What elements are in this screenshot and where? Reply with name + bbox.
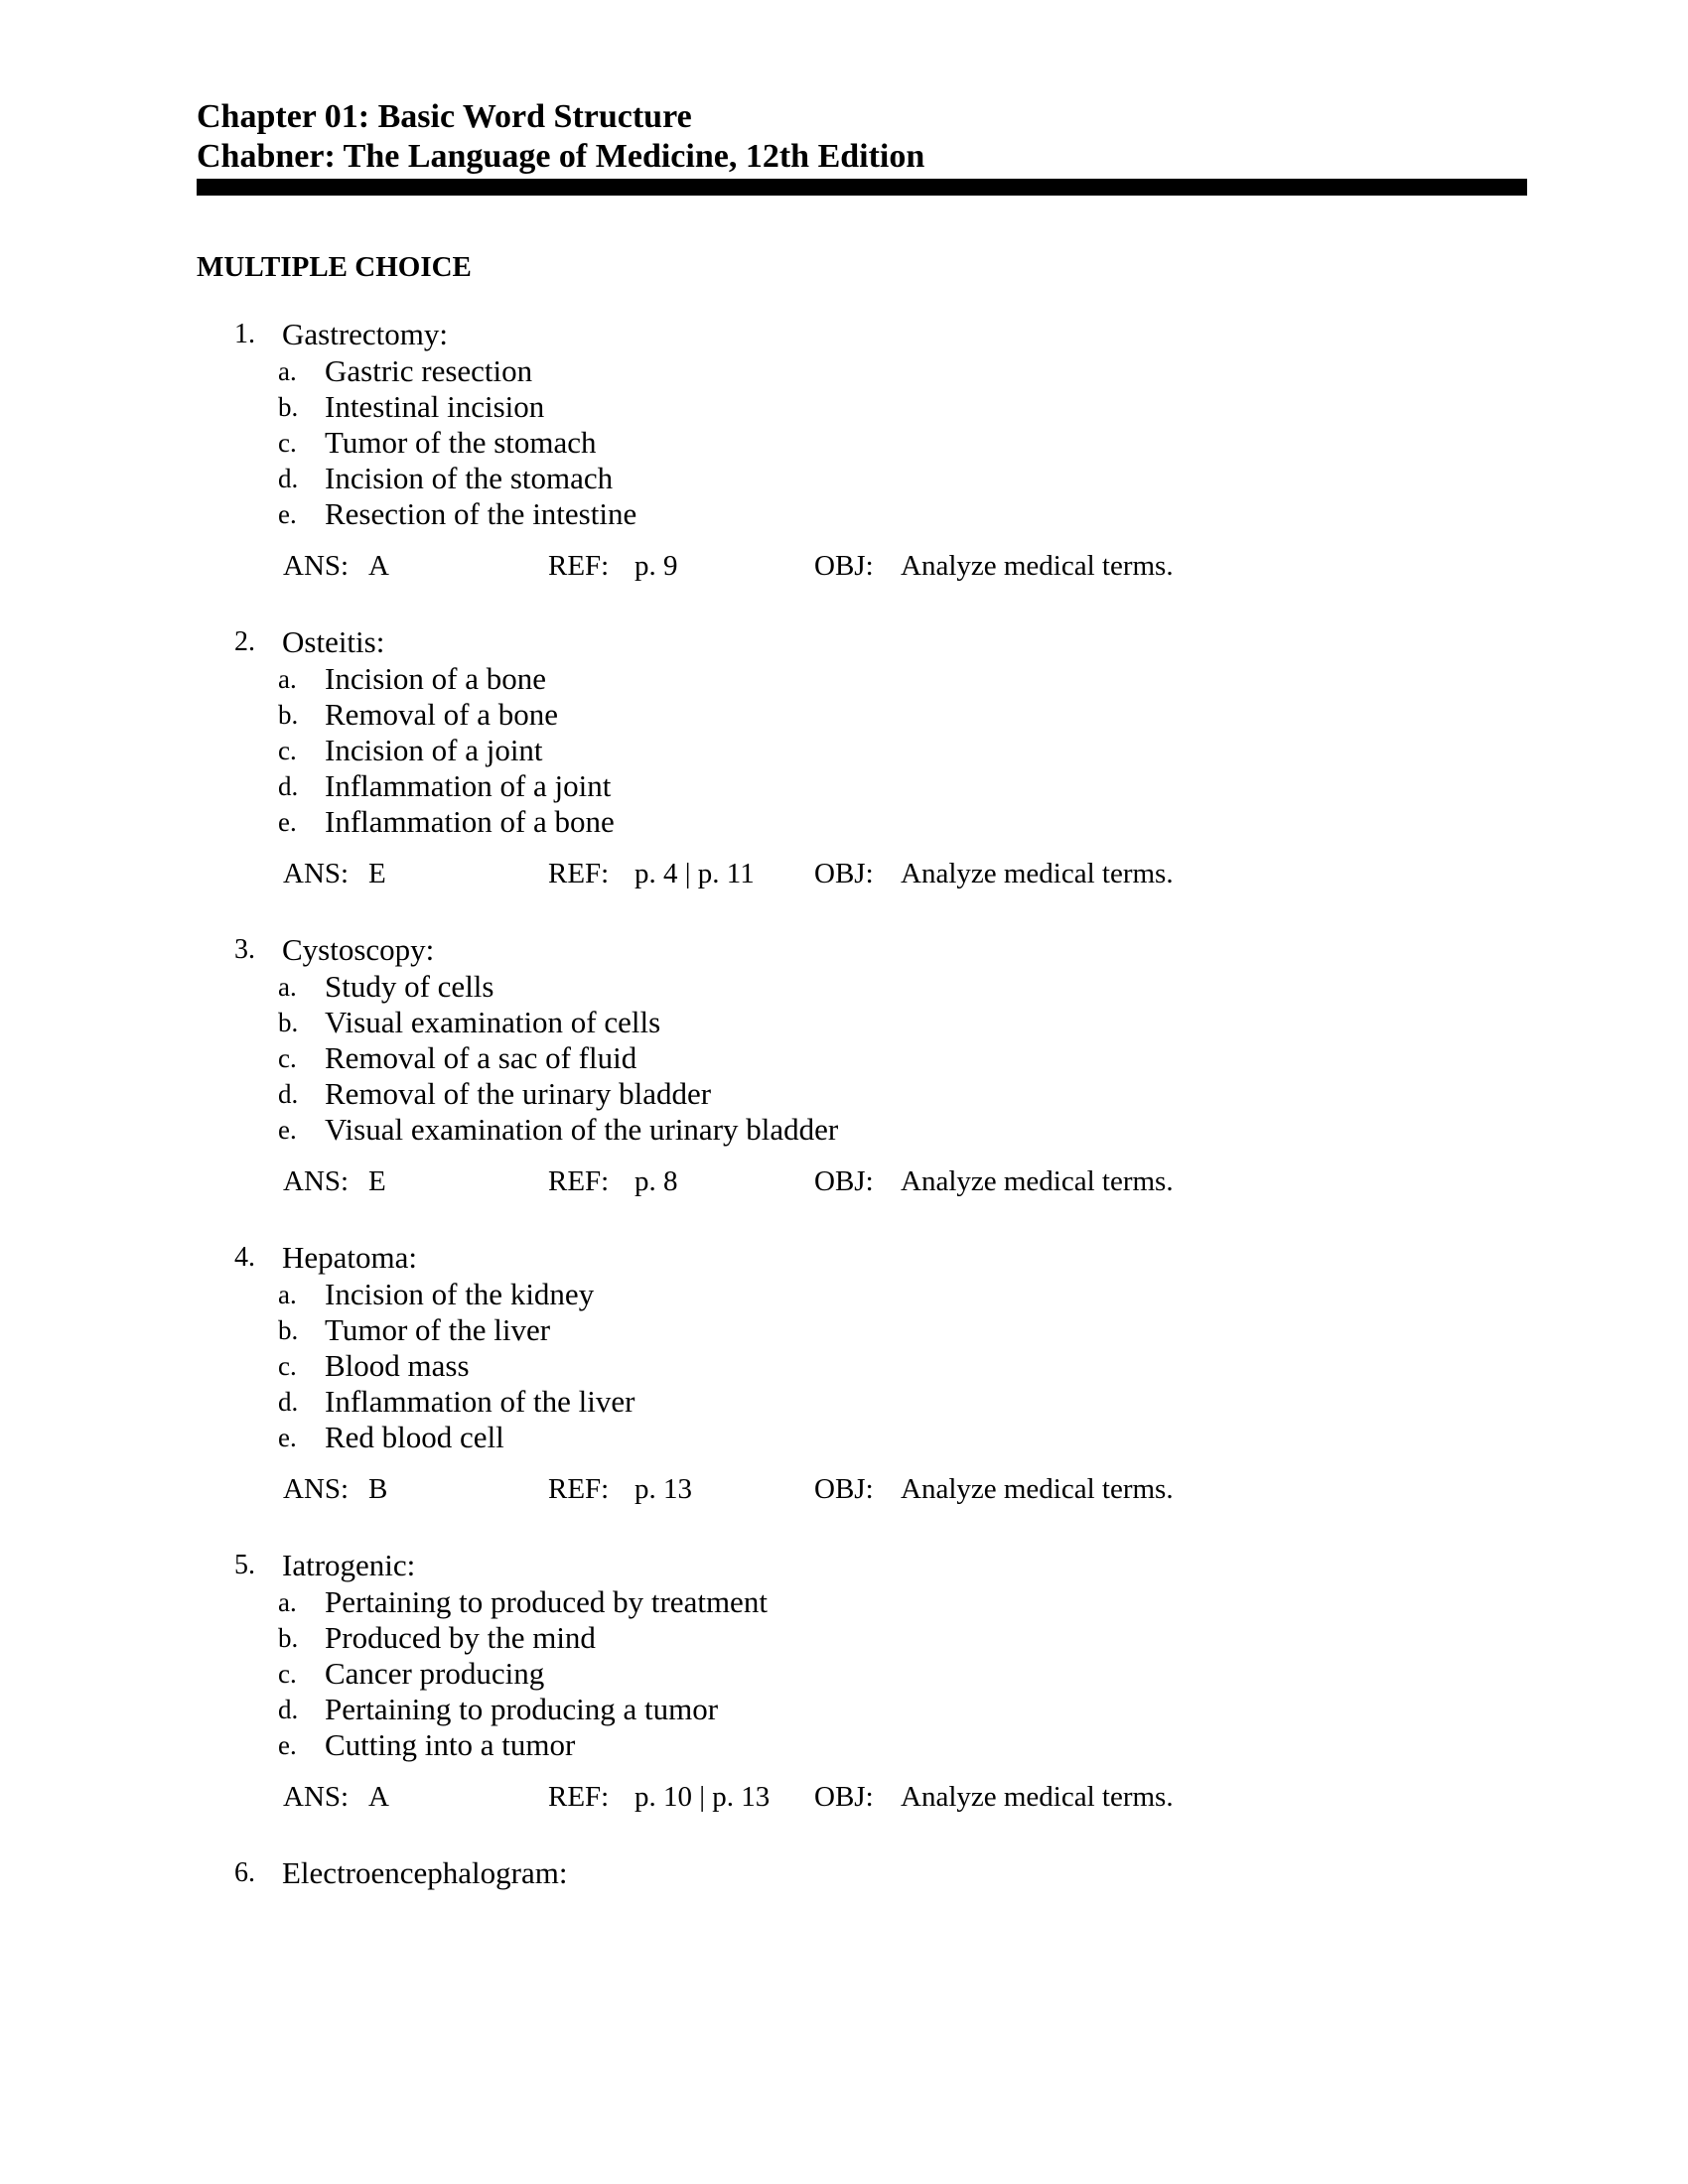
answer-choice [0, 1727, 1688, 1763]
answer-choice [0, 1656, 1688, 1692]
answer-choice [0, 1277, 1688, 1312]
page-reference: p. 4 | p. 11 [634, 858, 755, 889]
ref-label: REF: [548, 550, 610, 582]
question-item [0, 931, 1688, 1239]
header-divider [197, 179, 1527, 196]
answer-key: A [368, 550, 389, 582]
question-term: Iatrogenic: [282, 1548, 416, 1582]
choice-text: Incision of a joint [325, 733, 543, 767]
question-item [0, 1239, 1688, 1547]
question-item [0, 316, 1688, 623]
answer-choice [0, 804, 1688, 840]
choice-list [0, 353, 1688, 532]
answer-choice [0, 1076, 1688, 1112]
question-item [0, 1547, 1688, 1854]
answer-metadata [0, 1471, 1688, 1507]
choice-letter: c. [278, 1043, 297, 1073]
choice-list [0, 969, 1688, 1148]
choice-letter: c. [278, 428, 297, 458]
choice-list [0, 1584, 1688, 1763]
chapter-title: Chapter 01: Basic Word Structure [197, 98, 692, 135]
answer-choice [0, 733, 1688, 768]
choice-letter: c. [278, 1351, 297, 1381]
choice-letter: d. [278, 1387, 299, 1417]
answer-choice [0, 496, 1688, 532]
answer-choice [0, 1112, 1688, 1148]
answer-choice [0, 1620, 1688, 1656]
ref-label: REF: [548, 858, 610, 889]
choice-text: Tumor of the liver [325, 1312, 551, 1347]
question-stem [0, 1854, 1688, 1892]
choice-letter: c. [278, 1659, 297, 1689]
ref-label: REF: [548, 1781, 610, 1813]
choice-text: Pertaining to producing a tumor [325, 1692, 719, 1726]
answer-choice [0, 1584, 1688, 1620]
question-term: Cystoscopy: [282, 932, 435, 967]
answer-choice [0, 1348, 1688, 1384]
page-reference: p. 8 [634, 1165, 678, 1197]
choice-text: Inflammation of a joint [325, 768, 612, 803]
choice-text: Inflammation of a bone [325, 804, 615, 839]
choice-text: Blood mass [325, 1348, 470, 1383]
choice-letter: d. [278, 1079, 299, 1109]
choice-letter: a. [278, 664, 297, 694]
choice-text: Produced by the mind [325, 1620, 596, 1655]
choice-letter: a. [278, 972, 297, 1002]
choice-list [0, 1277, 1688, 1455]
objective-text: Analyze medical terms. [901, 1781, 1174, 1813]
question-term: Electroencephalogram: [282, 1855, 568, 1890]
choice-text: Incision of the kidney [325, 1277, 595, 1311]
choice-letter: e. [278, 807, 297, 837]
choice-text: Pertaining to produced by treatment [325, 1584, 768, 1619]
answer-choice [0, 661, 1688, 697]
choice-letter: b. [278, 1008, 299, 1037]
choice-letter: b. [278, 1623, 299, 1653]
choice-letter: a. [278, 356, 297, 386]
question-term: Osteitis: [282, 624, 385, 659]
question-number: 6. [234, 1857, 255, 1888]
question-number: 2. [234, 626, 255, 657]
choice-text: Incision of a bone [325, 661, 546, 696]
answer-metadata [0, 1163, 1688, 1199]
answer-choice [0, 1005, 1688, 1040]
choice-letter: b. [278, 392, 299, 422]
answer-metadata [0, 856, 1688, 891]
question-stem [0, 316, 1688, 353]
choice-letter: e. [278, 499, 297, 529]
question-number: 4. [234, 1242, 255, 1273]
choice-text: Incision of the stomach [325, 461, 614, 495]
objective-text: Analyze medical terms. [901, 1165, 1174, 1197]
answer-key: A [368, 1781, 389, 1813]
answer-choice [0, 768, 1688, 804]
ans-label: ANS: [283, 1781, 350, 1813]
ans-label: ANS: [283, 1165, 350, 1197]
choice-text: Inflammation of the liver [325, 1384, 635, 1419]
answer-choice [0, 969, 1688, 1005]
question-item [0, 1854, 1688, 2162]
choice-text: Cutting into a tumor [325, 1727, 576, 1762]
choice-letter: e. [278, 1423, 297, 1452]
question-stem [0, 623, 1688, 661]
choice-letter: b. [278, 700, 299, 730]
answer-choice [0, 1040, 1688, 1076]
answer-choice [0, 389, 1688, 425]
objective-text: Analyze medical terms. [901, 1473, 1174, 1505]
ans-label: ANS: [283, 550, 350, 582]
answer-choice [0, 425, 1688, 461]
obj-label: OBJ: [814, 1165, 874, 1197]
choice-letter: b. [278, 1315, 299, 1345]
choice-text: Visual examination of the urinary bladder [325, 1112, 839, 1147]
answer-choice [0, 1420, 1688, 1455]
answer-choice [0, 1384, 1688, 1420]
choice-text: Removal of a bone [325, 697, 559, 732]
answer-choice [0, 353, 1688, 389]
obj-label: OBJ: [814, 858, 874, 889]
question-stem [0, 1547, 1688, 1584]
page-reference: p. 13 [634, 1473, 692, 1505]
choice-text: Study of cells [325, 969, 494, 1004]
answer-choice [0, 461, 1688, 496]
ans-label: ANS: [283, 1473, 350, 1505]
choice-text: Intestinal incision [325, 389, 545, 424]
choice-text: Cancer producing [325, 1656, 545, 1691]
question-number: 5. [234, 1550, 255, 1580]
choice-text: Resection of the intestine [325, 496, 637, 531]
choice-text: Red blood cell [325, 1420, 504, 1454]
page-reference: p. 10 | p. 13 [634, 1781, 771, 1813]
answer-metadata [0, 1779, 1688, 1815]
book-title: Chabner: The Language of Medicine, 12th Edition [197, 138, 925, 175]
question-number: 1. [234, 319, 255, 349]
choice-letter: c. [278, 736, 297, 765]
choice-letter: d. [278, 771, 299, 801]
obj-label: OBJ: [814, 1473, 874, 1505]
ref-label: REF: [548, 1165, 610, 1197]
answer-key: E [368, 1165, 386, 1197]
ref-label: REF: [548, 1473, 610, 1505]
answer-choice [0, 1312, 1688, 1348]
question-list [0, 316, 1688, 2162]
question-term: Gastrectomy: [282, 317, 449, 351]
answer-choice [0, 1692, 1688, 1727]
question-term: Hepatoma: [282, 1240, 418, 1275]
answer-choice [0, 697, 1688, 733]
choice-letter: e. [278, 1115, 297, 1145]
page-reference: p. 9 [634, 550, 678, 582]
choice-text: Visual examination of cells [325, 1005, 661, 1039]
ans-label: ANS: [283, 858, 350, 889]
question-number: 3. [234, 934, 255, 965]
section-title: MULTIPLE CHOICE [197, 251, 472, 283]
objective-text: Analyze medical terms. [901, 858, 1174, 889]
question-stem [0, 1239, 1688, 1277]
choice-text: Gastric resection [325, 353, 533, 388]
answer-metadata [0, 548, 1688, 584]
choice-letter: a. [278, 1280, 297, 1309]
answer-key: B [368, 1473, 388, 1505]
choice-letter: d. [278, 464, 299, 493]
obj-label: OBJ: [814, 550, 874, 582]
document-header [197, 97, 1527, 177]
choice-text: Tumor of the stomach [325, 425, 597, 460]
choice-letter: d. [278, 1695, 299, 1724]
obj-label: OBJ: [814, 1781, 874, 1813]
choice-text: Removal of a sac of fluid [325, 1040, 637, 1075]
objective-text: Analyze medical terms. [901, 550, 1174, 582]
choice-letter: e. [278, 1730, 297, 1760]
question-item [0, 623, 1688, 931]
question-stem [0, 931, 1688, 969]
answer-key: E [368, 858, 386, 889]
choice-letter: a. [278, 1587, 297, 1617]
choice-text: Removal of the urinary bladder [325, 1076, 712, 1111]
choice-list [0, 661, 1688, 840]
